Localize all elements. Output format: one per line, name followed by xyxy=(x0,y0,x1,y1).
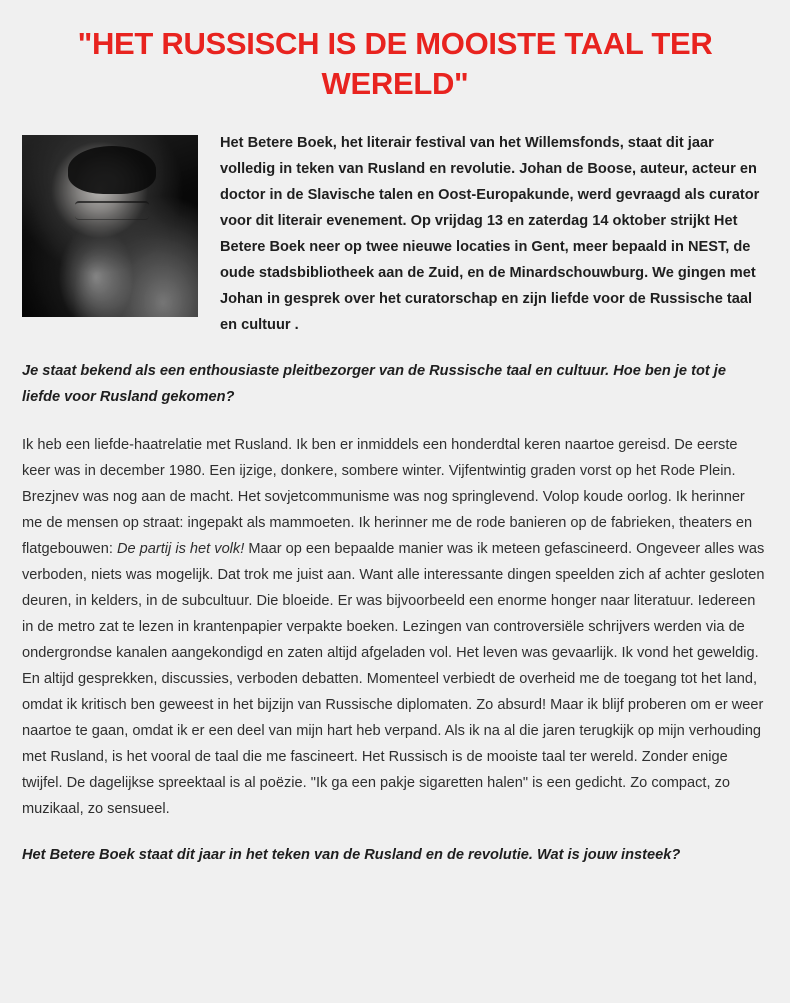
portrait-image xyxy=(22,135,198,317)
intro-block xyxy=(22,131,768,339)
answer-1-part-2: Maar op een bepaalde manier was ik meteen gefascineerd. Ongeveer alles was verboden, niets was mogelijk. Dat trok me juist aan. Want alle interessante dingen speelden zich af achter gesloten deuren, in kelders, in de subcultuur. Die bloeide. Er was bijvoorbeeld een enorme honger naar literatuur. Iedereen in de metro zat te lezen in krantenpapier verpakte boeken. Lezingen van controversiële schrijvers werden via de ondergrondse kanalen aangekondigd en zaten altijd afgeladen vol. Het leven was gevaarlijk. Ik vond het geweldig. En altijd gesprekken, discussies, verboden debatten. Momenteel verbiedt de overheid me de toegang tot het land, omdat ik kritisch ben geweest in het bijzijn van Russische diplomaten. Zo absurd! Maar ik blijf proberen om er weer naartoe te gaan, omdat ik er een deel van mijn hart heb verpand. Als ik na al die jaren terugkijk op mijn verhouding met Rusland, is het vooral de taal die me fascineert. Het Russisch is de mooiste taal ter wereld. Zonder enige twijfel. De dagelijkse spreektaal is al poëzie. "Ik ga een pakje sigaretten halen" is een gedicht. Zo compact, zo muzikaal, zo sensueel. xyxy=(22,540,765,817)
interview-question-2: Het Betere Boek staat dit jaar in het teken van de Rusland en de revolutie. Wat is jouw insteek? xyxy=(22,846,681,863)
portrait-glasses-shape xyxy=(75,201,149,220)
page-title: "HET RUSSISCH IS DE MOOISTE TAAL TER WERELD" xyxy=(77,26,713,101)
interview-question-1: Je staat bekend als een enthousiaste pleitbezorger van de Russische taal en cultuur. Hoe ben je tot je liefde voor Rusland gekomen? xyxy=(22,363,726,406)
portrait-hair-shape xyxy=(68,146,156,193)
answer-1-part-1: Ik heb een liefde-haatrelatie met Rusland. Ik ben er inmiddels een honderdtal keren naartoe gereisd. De eerste keer was in december 1980. Een ijzige, donkere, sombere winter. Vijfentwintig graden vorst op het Rode Plein. Brezjnev was nog aan de macht. Het sovjetcommunisme was nog springlevend. Volop koude oorlog. Ik herinner me de mensen op straat: ingepakt als mammoeten. Ik herinner me de rode banieren op de fabrieken, theaters en flatgebouwen: xyxy=(22,437,753,557)
article-lead: Het Betere Boek, het literair festival van het Willemsfonds, staat dit jaar volledig in teken van Rusland en revolutie. Johan de Boose, auteur, acteur en doctor in de Slavische talen en Oost-Europakunde, werd gevraagd als curator voor dit literair evenement. Op vrijdag 13 en zaterdag 14 oktober strijkt Het Betere Boek neer op twee nieuwe locaties in Gent, meer bepaald in NEST, de oude stadsbibliotheek aan de Zuid, en de Minardschouwburg. We gingen met Johan in gesprek over het curatorschap en zijn liefde voor de Russische taal en cultuur . xyxy=(220,135,760,334)
interview-answer-1 xyxy=(22,433,768,823)
article-content xyxy=(22,131,768,868)
answer-1-emphasis: De partij is het volk! xyxy=(116,540,245,557)
